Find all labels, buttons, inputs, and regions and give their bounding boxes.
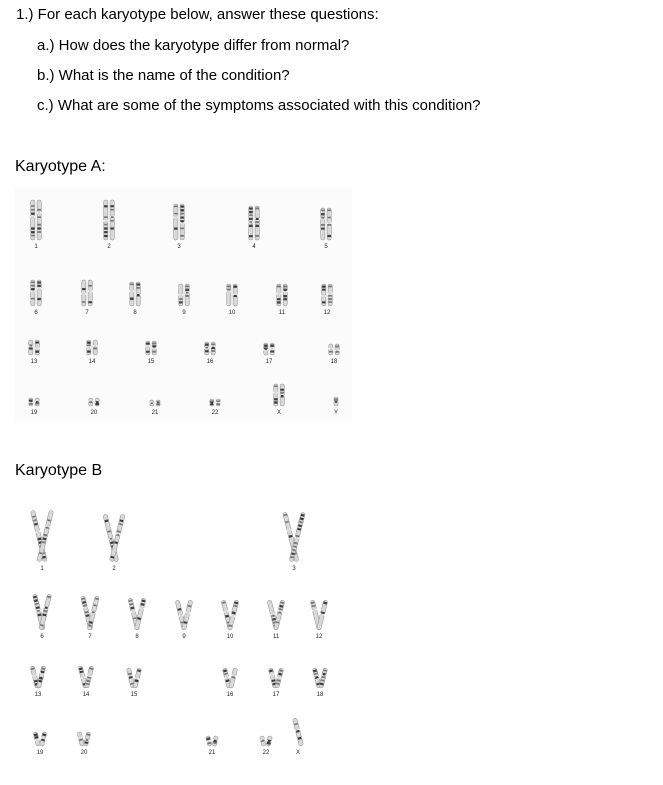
chromosome-X	[292, 718, 303, 756]
chromosome-label: 22	[262, 750, 270, 756]
chromosome-Y	[334, 397, 339, 416]
chromosome-label: 3	[177, 244, 181, 250]
chromosome-label: 19	[36, 750, 44, 756]
chromosome-label: 22	[211, 410, 219, 416]
chromosome-label: 6	[34, 310, 38, 316]
chromosome-19	[29, 398, 40, 416]
karyotype-a-label: Karyotype A:	[15, 158, 106, 175]
question-a: a.) How does the karyotype differ from normal?	[37, 37, 350, 54]
chromosome-label: 19	[30, 410, 38, 416]
chromosome-9	[179, 284, 190, 316]
chromosome-label: 15	[130, 692, 138, 698]
chromosome-18	[329, 344, 340, 365]
chromosome-label: 21	[151, 410, 159, 416]
chromosome-label: 14	[82, 692, 90, 698]
question-b: b.) What is the name of the condition?	[37, 67, 290, 84]
chromosome-label: 14	[88, 359, 96, 365]
chromosome-7	[82, 280, 93, 316]
chromosome-label: 12	[315, 634, 323, 640]
chromosome-12	[310, 600, 328, 640]
chromosome-2	[104, 200, 115, 250]
chromosome-10	[227, 284, 238, 316]
chromosome-label: 7	[85, 310, 89, 316]
chromosome-16	[205, 342, 216, 365]
chromosome-label: 15	[147, 359, 155, 365]
chromosome-11	[267, 600, 285, 640]
chromosome-label: 2	[107, 244, 111, 250]
chromosome-16	[222, 668, 238, 698]
chromosome-label: X	[295, 750, 301, 756]
chromosome-1	[30, 510, 53, 572]
chromosome-17	[264, 343, 275, 365]
chromosome-14	[87, 340, 98, 365]
chromosome-22	[210, 399, 221, 416]
karyotype-b-label: Karyotype B	[15, 462, 103, 479]
chromosome-label: 20	[90, 410, 98, 416]
chromosome-label: 16	[206, 359, 214, 365]
chromosome-label: 10	[228, 310, 236, 316]
chromosome-label: 12	[323, 310, 331, 316]
chromosome-4	[249, 206, 260, 250]
chromosome-label: 4	[252, 244, 256, 250]
chromosome-label: X	[276, 410, 282, 416]
chromosome-20	[77, 732, 91, 756]
chromosome-label: 17	[272, 692, 280, 698]
chromosome-label: 10	[226, 634, 234, 640]
chromosome-6	[32, 594, 52, 640]
chromosome-11	[277, 284, 288, 316]
chromosome-22	[259, 736, 272, 756]
chromosome-8	[130, 282, 141, 316]
chromosome-label: 11	[278, 310, 286, 316]
chromosome-label: 3	[292, 566, 296, 572]
chromosome-label: 18	[330, 359, 338, 365]
chromosome-label: 17	[265, 359, 273, 365]
chromosome-12	[322, 284, 333, 316]
chromosome-label: 18	[316, 692, 324, 698]
chromosome-13	[29, 340, 40, 365]
chromosome-14	[78, 666, 94, 698]
chromosome-21	[150, 400, 161, 416]
chromosome-7	[80, 596, 99, 640]
chromosome-label: 8	[133, 310, 137, 316]
chromosome-3	[174, 204, 185, 250]
chromosome-10	[221, 600, 239, 640]
chromosome-13	[30, 666, 46, 698]
chromosome-label: 6	[40, 634, 44, 640]
chromosome-9	[175, 600, 193, 640]
chromosome-2	[103, 514, 125, 572]
chromosome-8	[128, 598, 147, 640]
chromosome-label: 1	[40, 566, 44, 572]
chromosome-label: 8	[135, 634, 139, 640]
chromosome-3	[283, 512, 306, 572]
chromosome-label: 21	[208, 750, 216, 756]
chromosome-label: 9	[182, 310, 186, 316]
chromosome-label: 13	[34, 692, 42, 698]
chromosome-15	[126, 668, 142, 698]
karyotype-a-image	[14, 188, 352, 422]
question-intro: 1.) For each karyotype below, answer these questions:	[16, 6, 379, 23]
question-c: c.) What are some of the symptoms associated with this condition?	[37, 97, 481, 114]
chromosome-17	[268, 668, 284, 698]
karyotype-b-image	[14, 490, 344, 766]
chromosome-label: Y	[333, 410, 339, 416]
chromosome-label: 16	[226, 692, 234, 698]
chromosome-label: 2	[112, 566, 116, 572]
chromosome-label: 13	[30, 359, 38, 365]
chromosome-X	[274, 384, 285, 416]
chromosome-19	[33, 732, 47, 756]
chromosome-label: 1	[34, 244, 38, 250]
chromosome-label: 20	[80, 750, 88, 756]
chromosome-label: 9	[182, 634, 186, 640]
chromosome-1	[31, 200, 42, 250]
chromosome-label: 11	[272, 634, 280, 640]
chromosome-18	[312, 668, 328, 698]
chromosome-6	[31, 280, 42, 316]
chromosome-21	[205, 736, 218, 756]
chromosome-5	[321, 208, 332, 250]
chromosome-label: 5	[324, 244, 328, 250]
chromosome-15	[146, 341, 157, 365]
chromosome-label: 7	[88, 634, 92, 640]
chromosome-20	[89, 398, 100, 416]
